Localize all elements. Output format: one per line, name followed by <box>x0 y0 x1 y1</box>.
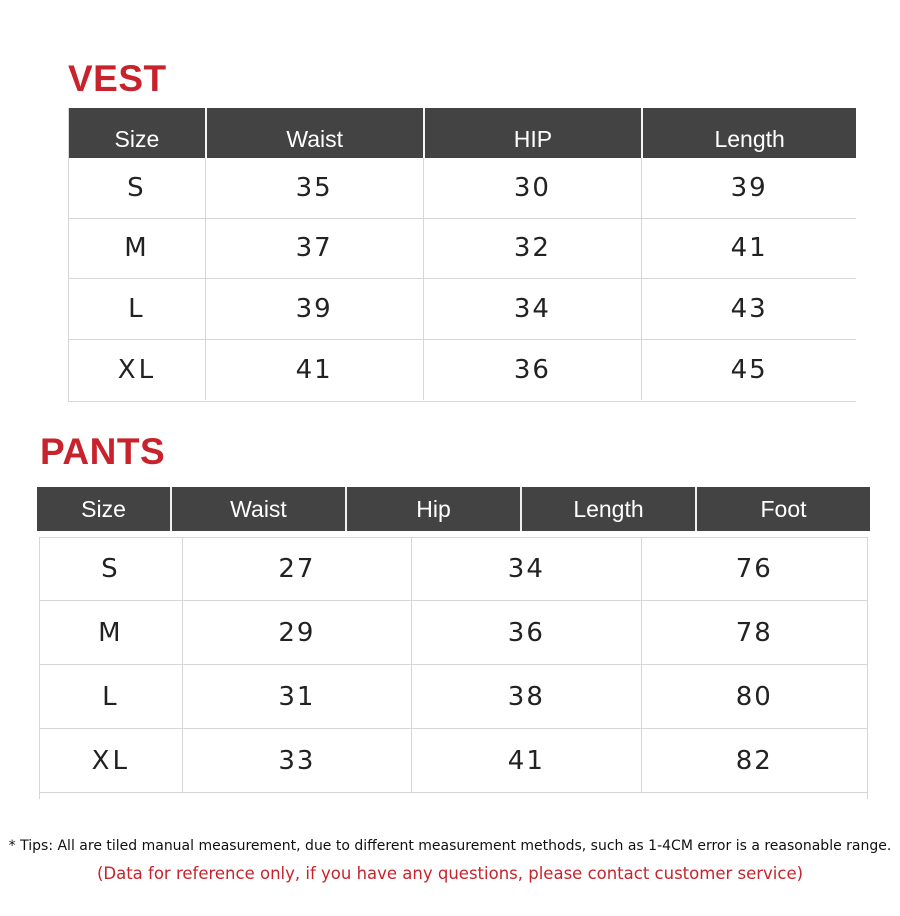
length-cell: 41 <box>641 219 856 279</box>
pants-title: PANTS <box>40 431 166 472</box>
hip-cell: 32 <box>423 219 642 279</box>
vest-header-length: Length <box>641 108 856 158</box>
table-row <box>69 158 856 219</box>
vest-header-hip: HIP <box>423 108 642 158</box>
table-row <box>69 279 856 340</box>
hip-cell: 38 <box>411 665 640 728</box>
waist-cell: 31 <box>182 665 411 728</box>
vest-size-table <box>68 108 856 402</box>
size-cell: L <box>102 681 120 712</box>
hip-cell: 34 <box>423 279 642 339</box>
waist-cell: 29 <box>182 601 411 664</box>
size-cell: S <box>101 553 121 584</box>
length-cell: 82 <box>641 729 867 792</box>
length-cell: 45 <box>641 340 856 401</box>
length-cell: 76 <box>641 537 867 600</box>
size-cell: S <box>127 172 147 203</box>
pants-header-size: Size <box>37 487 170 531</box>
waist-cell: 33 <box>182 729 411 792</box>
vest-header-waist: Waist <box>205 108 423 158</box>
size-cell: M <box>98 617 124 648</box>
hip-cell: 36 <box>411 601 640 664</box>
size-cell: M <box>124 233 150 264</box>
measurement-tip: * Tips: All are tiled manual measurement, due to different measurement methods, such as 1-4CM error is a reasonable range. <box>8 838 892 854</box>
pants-header-foot: Foot <box>695 487 870 531</box>
length-cell: 43 <box>641 279 856 339</box>
pants-header-hip: Hip <box>345 487 520 531</box>
reference-note: (Data for reference only, if you have any questions, please contact customer service) <box>96 864 804 883</box>
hip-cell: 34 <box>411 537 640 600</box>
size-cell: XL <box>117 354 157 385</box>
table-row <box>40 537 867 601</box>
waist-cell: 41 <box>205 340 423 401</box>
length-cell: 78 <box>641 601 867 664</box>
hip-cell: 30 <box>423 158 642 218</box>
waist-cell: 37 <box>205 219 423 279</box>
length-cell: 80 <box>641 665 867 728</box>
waist-cell: 39 <box>205 279 423 339</box>
waist-cell: 35 <box>205 158 423 218</box>
table-row <box>40 601 867 665</box>
size-cell: L <box>128 293 146 324</box>
size-cell: XL <box>91 745 130 776</box>
table-row <box>69 219 856 280</box>
length-cell: 39 <box>641 158 856 218</box>
table-row <box>40 729 867 793</box>
vest-header-size: Size <box>69 108 205 158</box>
table-row <box>40 665 867 729</box>
hip-cell: 36 <box>423 340 642 401</box>
hip-cell: 41 <box>411 729 640 792</box>
vest-title: VEST <box>68 58 167 99</box>
vest-header-row <box>69 108 856 158</box>
pants-header-row <box>37 487 870 531</box>
pants-header-waist: Waist <box>170 487 345 531</box>
pants-table-body <box>39 537 868 799</box>
pants-header-length: Length <box>520 487 695 531</box>
waist-cell: 27 <box>182 537 411 600</box>
table-row <box>69 340 856 401</box>
pants-size-table <box>37 487 870 799</box>
